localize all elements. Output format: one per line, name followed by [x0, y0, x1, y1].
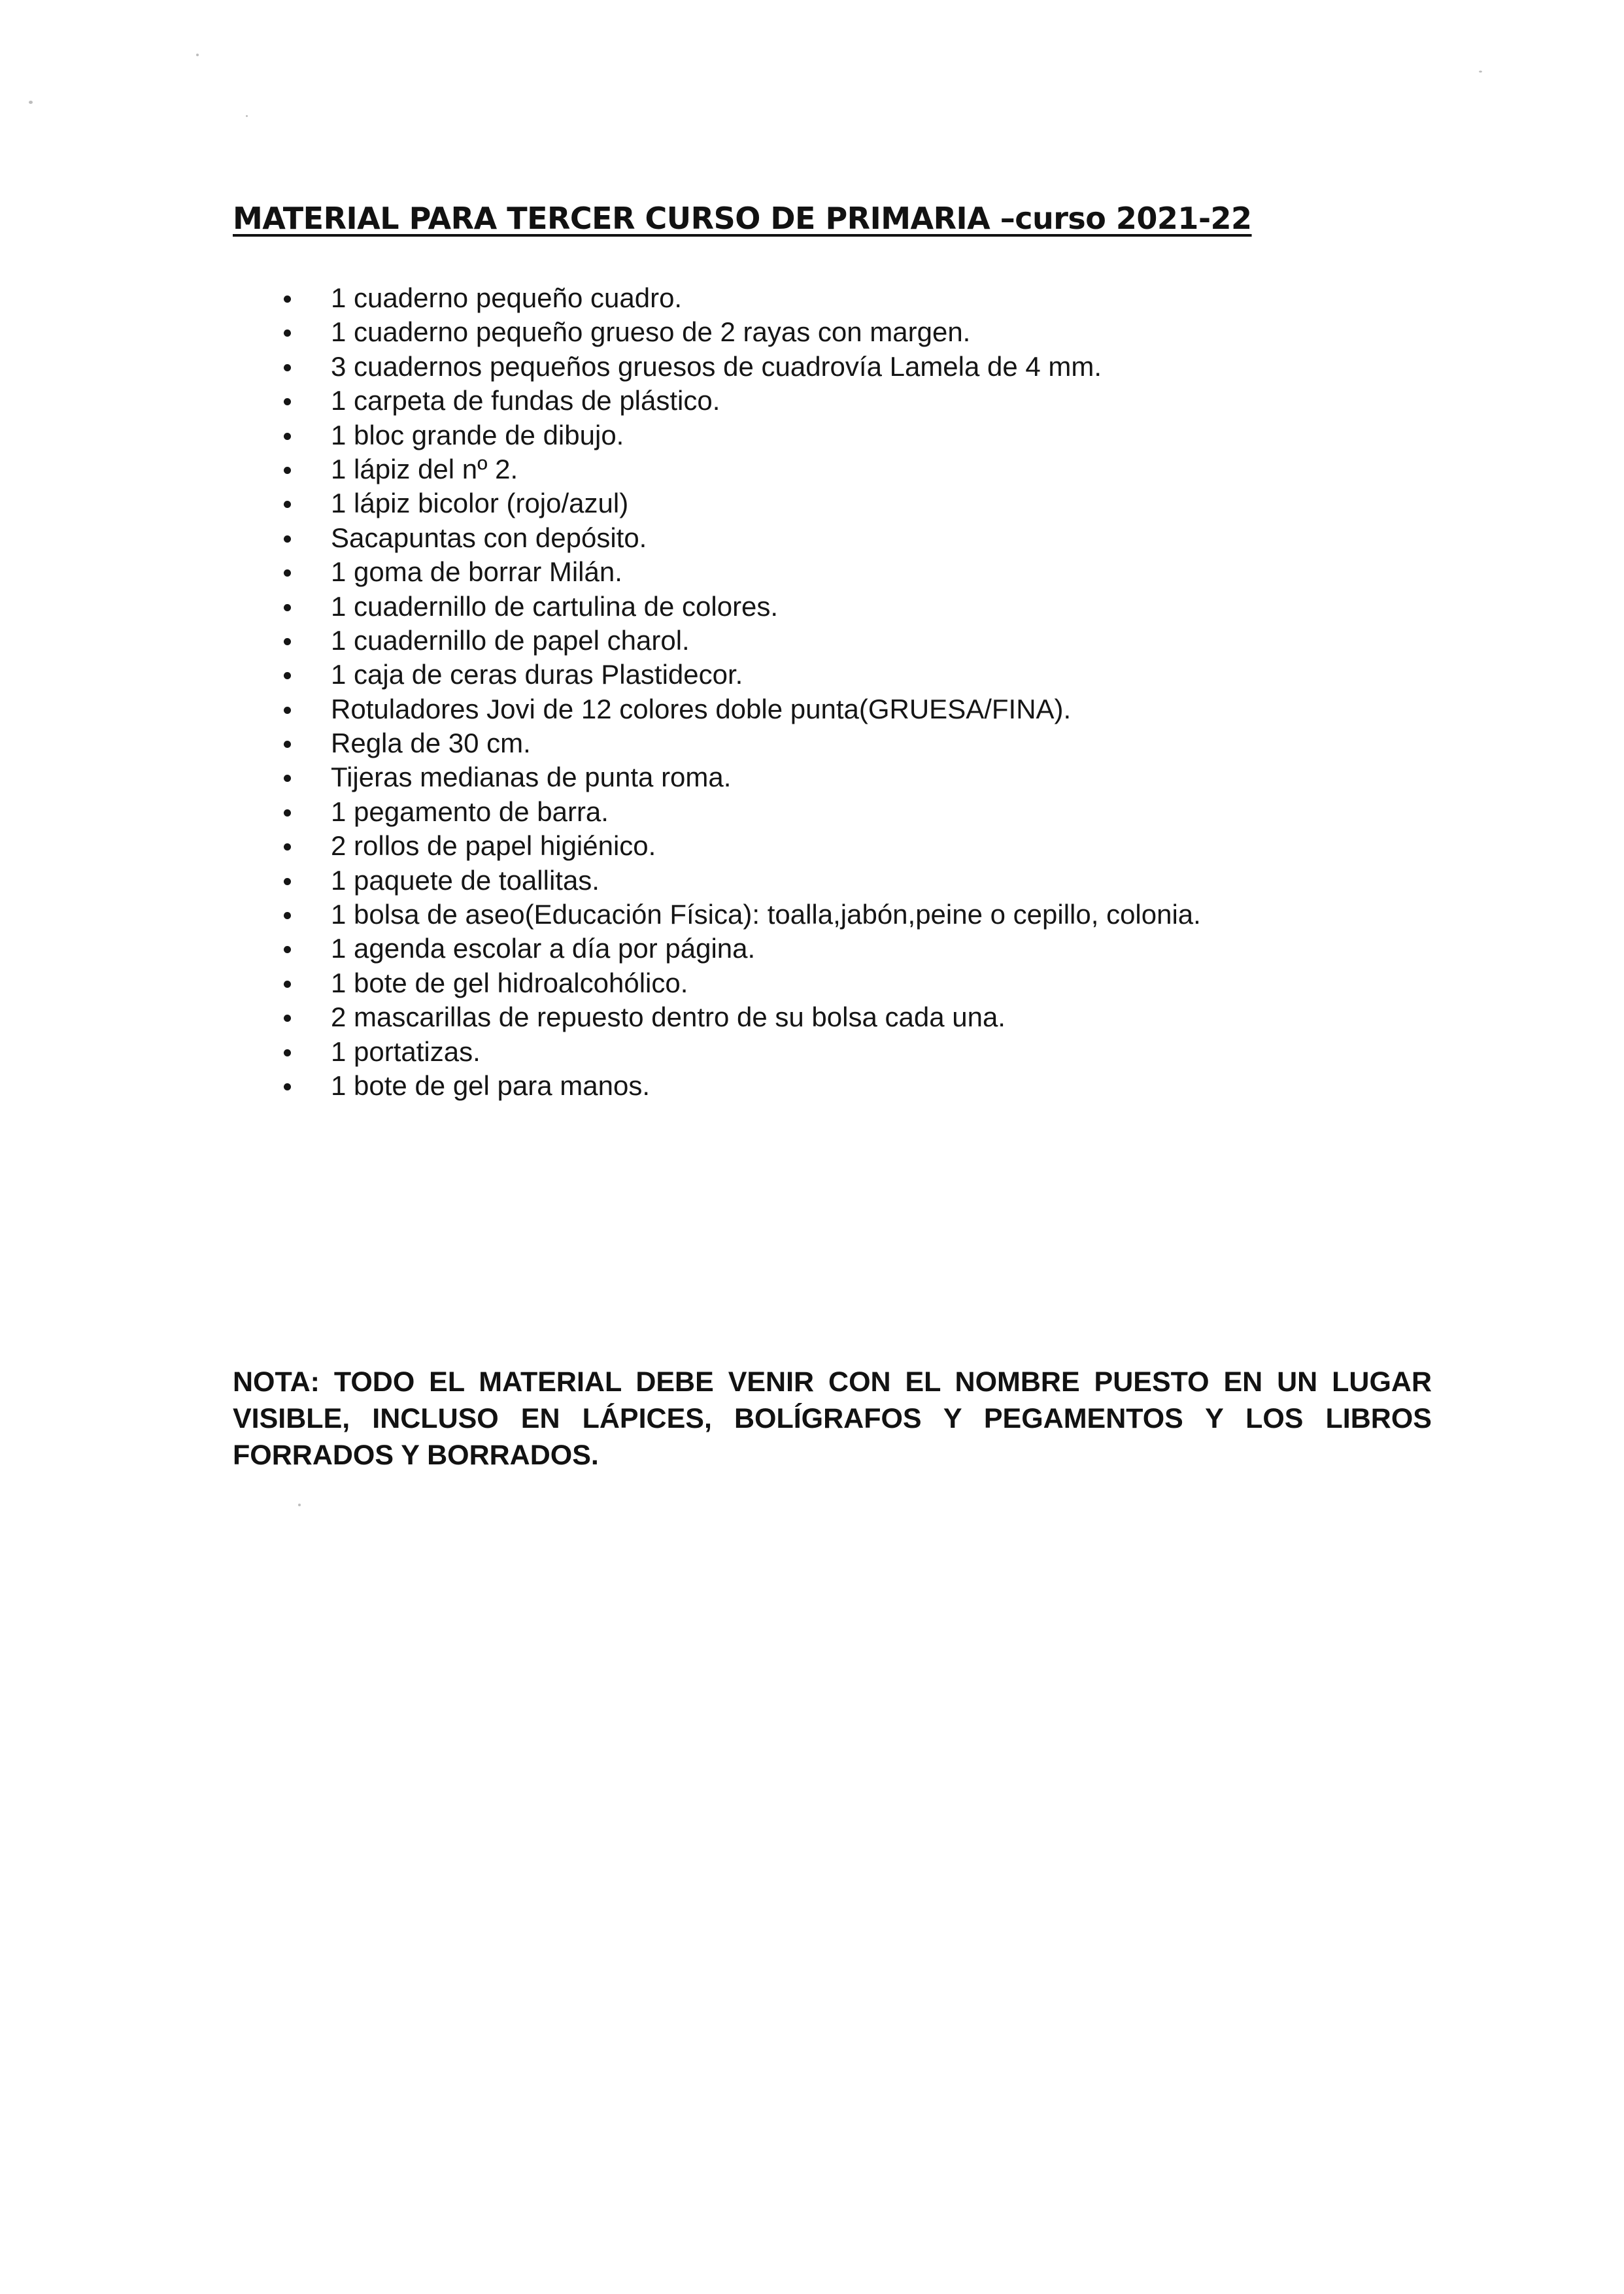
bullet-icon	[284, 295, 291, 303]
bullet-icon	[284, 501, 291, 508]
list-item-text: 1 carpeta de fundas de plástico.	[331, 385, 720, 416]
list-item-text: 1 portatizas.	[331, 1036, 481, 1067]
list-item-text: 1 bote de gel hidroalcohólico.	[331, 967, 688, 998]
bullet-icon	[284, 946, 291, 953]
list-item	[281, 486, 1201, 520]
list-item	[281, 1000, 1201, 1034]
list-item-text: Rotuladores Jovi de 12 colores doble punta(GRUESA/FINA).	[331, 693, 1072, 724]
list-item	[281, 795, 1201, 829]
list-item	[281, 555, 1201, 589]
bullet-icon	[284, 775, 291, 782]
list-item-text: 1 lápiz del nº 2.	[331, 453, 518, 484]
list-item	[281, 760, 1201, 794]
bullet-icon	[284, 707, 291, 714]
bullet-icon	[284, 1015, 291, 1022]
list-item	[281, 315, 1201, 349]
list-item	[281, 624, 1201, 658]
list-item-text: 3 cuadernos pequeños gruesos de cuadrovía Lamela de 4 mm.	[331, 350, 1102, 382]
list-item-text: 1 bloc grande de dibujo.	[331, 419, 624, 450]
document-title: MATERIAL PARA TERCER CURSO DE PRIMARIA –curso 2021-22	[233, 201, 1252, 236]
bullet-icon	[284, 398, 291, 405]
list-item-text: 1 lápiz bicolor (rojo/azul)	[331, 488, 629, 519]
scan-speck	[196, 54, 199, 56]
scan-speck	[246, 115, 248, 117]
list-item	[281, 281, 1201, 315]
bullet-icon	[284, 364, 291, 371]
list-item-text: 1 bolsa de aseo(Educación Física): toalla,jabón,peine o cepillo, colonia.	[331, 899, 1201, 930]
scan-speck	[1479, 71, 1482, 73]
material-list	[281, 281, 1201, 1103]
bullet-icon	[284, 329, 291, 337]
bullet-icon	[284, 467, 291, 474]
list-item	[281, 384, 1201, 418]
bullet-icon	[284, 843, 291, 851]
list-item-text: 1 caja de ceras duras Plastidecor.	[331, 659, 743, 690]
list-item	[281, 452, 1201, 486]
list-item-text: 1 pegamento de barra.	[331, 796, 609, 827]
list-item-text: 1 cuaderno pequeño cuadro.	[331, 282, 683, 313]
list-item-text: Regla de 30 cm.	[331, 728, 531, 759]
bullet-icon	[284, 981, 291, 988]
bullet-icon	[284, 878, 291, 885]
list-item-text: 2 rollos de papel higiénico.	[331, 830, 656, 862]
list-item	[281, 932, 1201, 966]
list-item	[281, 418, 1201, 452]
list-item	[281, 1069, 1201, 1103]
list-item-text: 2 mascarillas de repuesto dentro de su bolsa cada una.	[331, 1002, 1006, 1033]
list-item-text: 1 cuaderno pequeño grueso de 2 rayas con margen.	[331, 316, 971, 348]
list-item	[281, 726, 1201, 760]
bullet-icon	[284, 604, 291, 611]
bullet-icon	[284, 638, 291, 645]
list-item	[281, 692, 1201, 726]
scan-speck	[29, 101, 33, 104]
list-item-text: 1 agenda escolar a día por página.	[331, 933, 756, 964]
scan-speck	[298, 1504, 301, 1506]
list-item	[281, 658, 1201, 692]
bullet-icon	[284, 569, 291, 577]
list-item	[281, 350, 1201, 384]
bullet-icon	[284, 672, 291, 679]
list-item	[281, 1035, 1201, 1069]
list-item-text: 1 cuadernillo de papel charol.	[331, 624, 690, 656]
list-item-text: 1 bote de gel para manos.	[331, 1070, 651, 1101]
list-item	[281, 898, 1201, 932]
bullet-icon	[284, 809, 291, 817]
bullet-icon	[284, 1049, 291, 1056]
bullet-icon	[284, 433, 291, 440]
list-item-text: 1 paquete de toallitas.	[331, 864, 600, 896]
list-item-text: Sacapuntas con depósito.	[331, 522, 647, 553]
list-item	[281, 966, 1201, 1000]
bullet-icon	[284, 741, 291, 748]
note-paragraph: NOTA: TODO EL MATERIAL DEBE VENIR CON EL NOMBRE PUESTO EN UN LUGAR VISIBLE, INCLUSO EN LÁPICES, BOLÍGRAFOS Y PEGAMENTOS Y LOS LIBROS FORRADOS Y BORRADOS.	[233, 1366, 1432, 1471]
list-item-text: Tijeras medianas de punta roma.	[331, 762, 732, 793]
list-item	[281, 590, 1201, 624]
bullet-icon	[284, 1083, 291, 1090]
list-item	[281, 521, 1201, 555]
bullet-icon	[284, 535, 291, 543]
list-item-text: 1 goma de borrar Milán.	[331, 556, 622, 588]
list-item-text: 1 cuadernillo de cartulina de colores.	[331, 590, 779, 622]
list-item	[281, 829, 1201, 863]
bullet-icon	[284, 912, 291, 919]
list-item	[281, 864, 1201, 898]
